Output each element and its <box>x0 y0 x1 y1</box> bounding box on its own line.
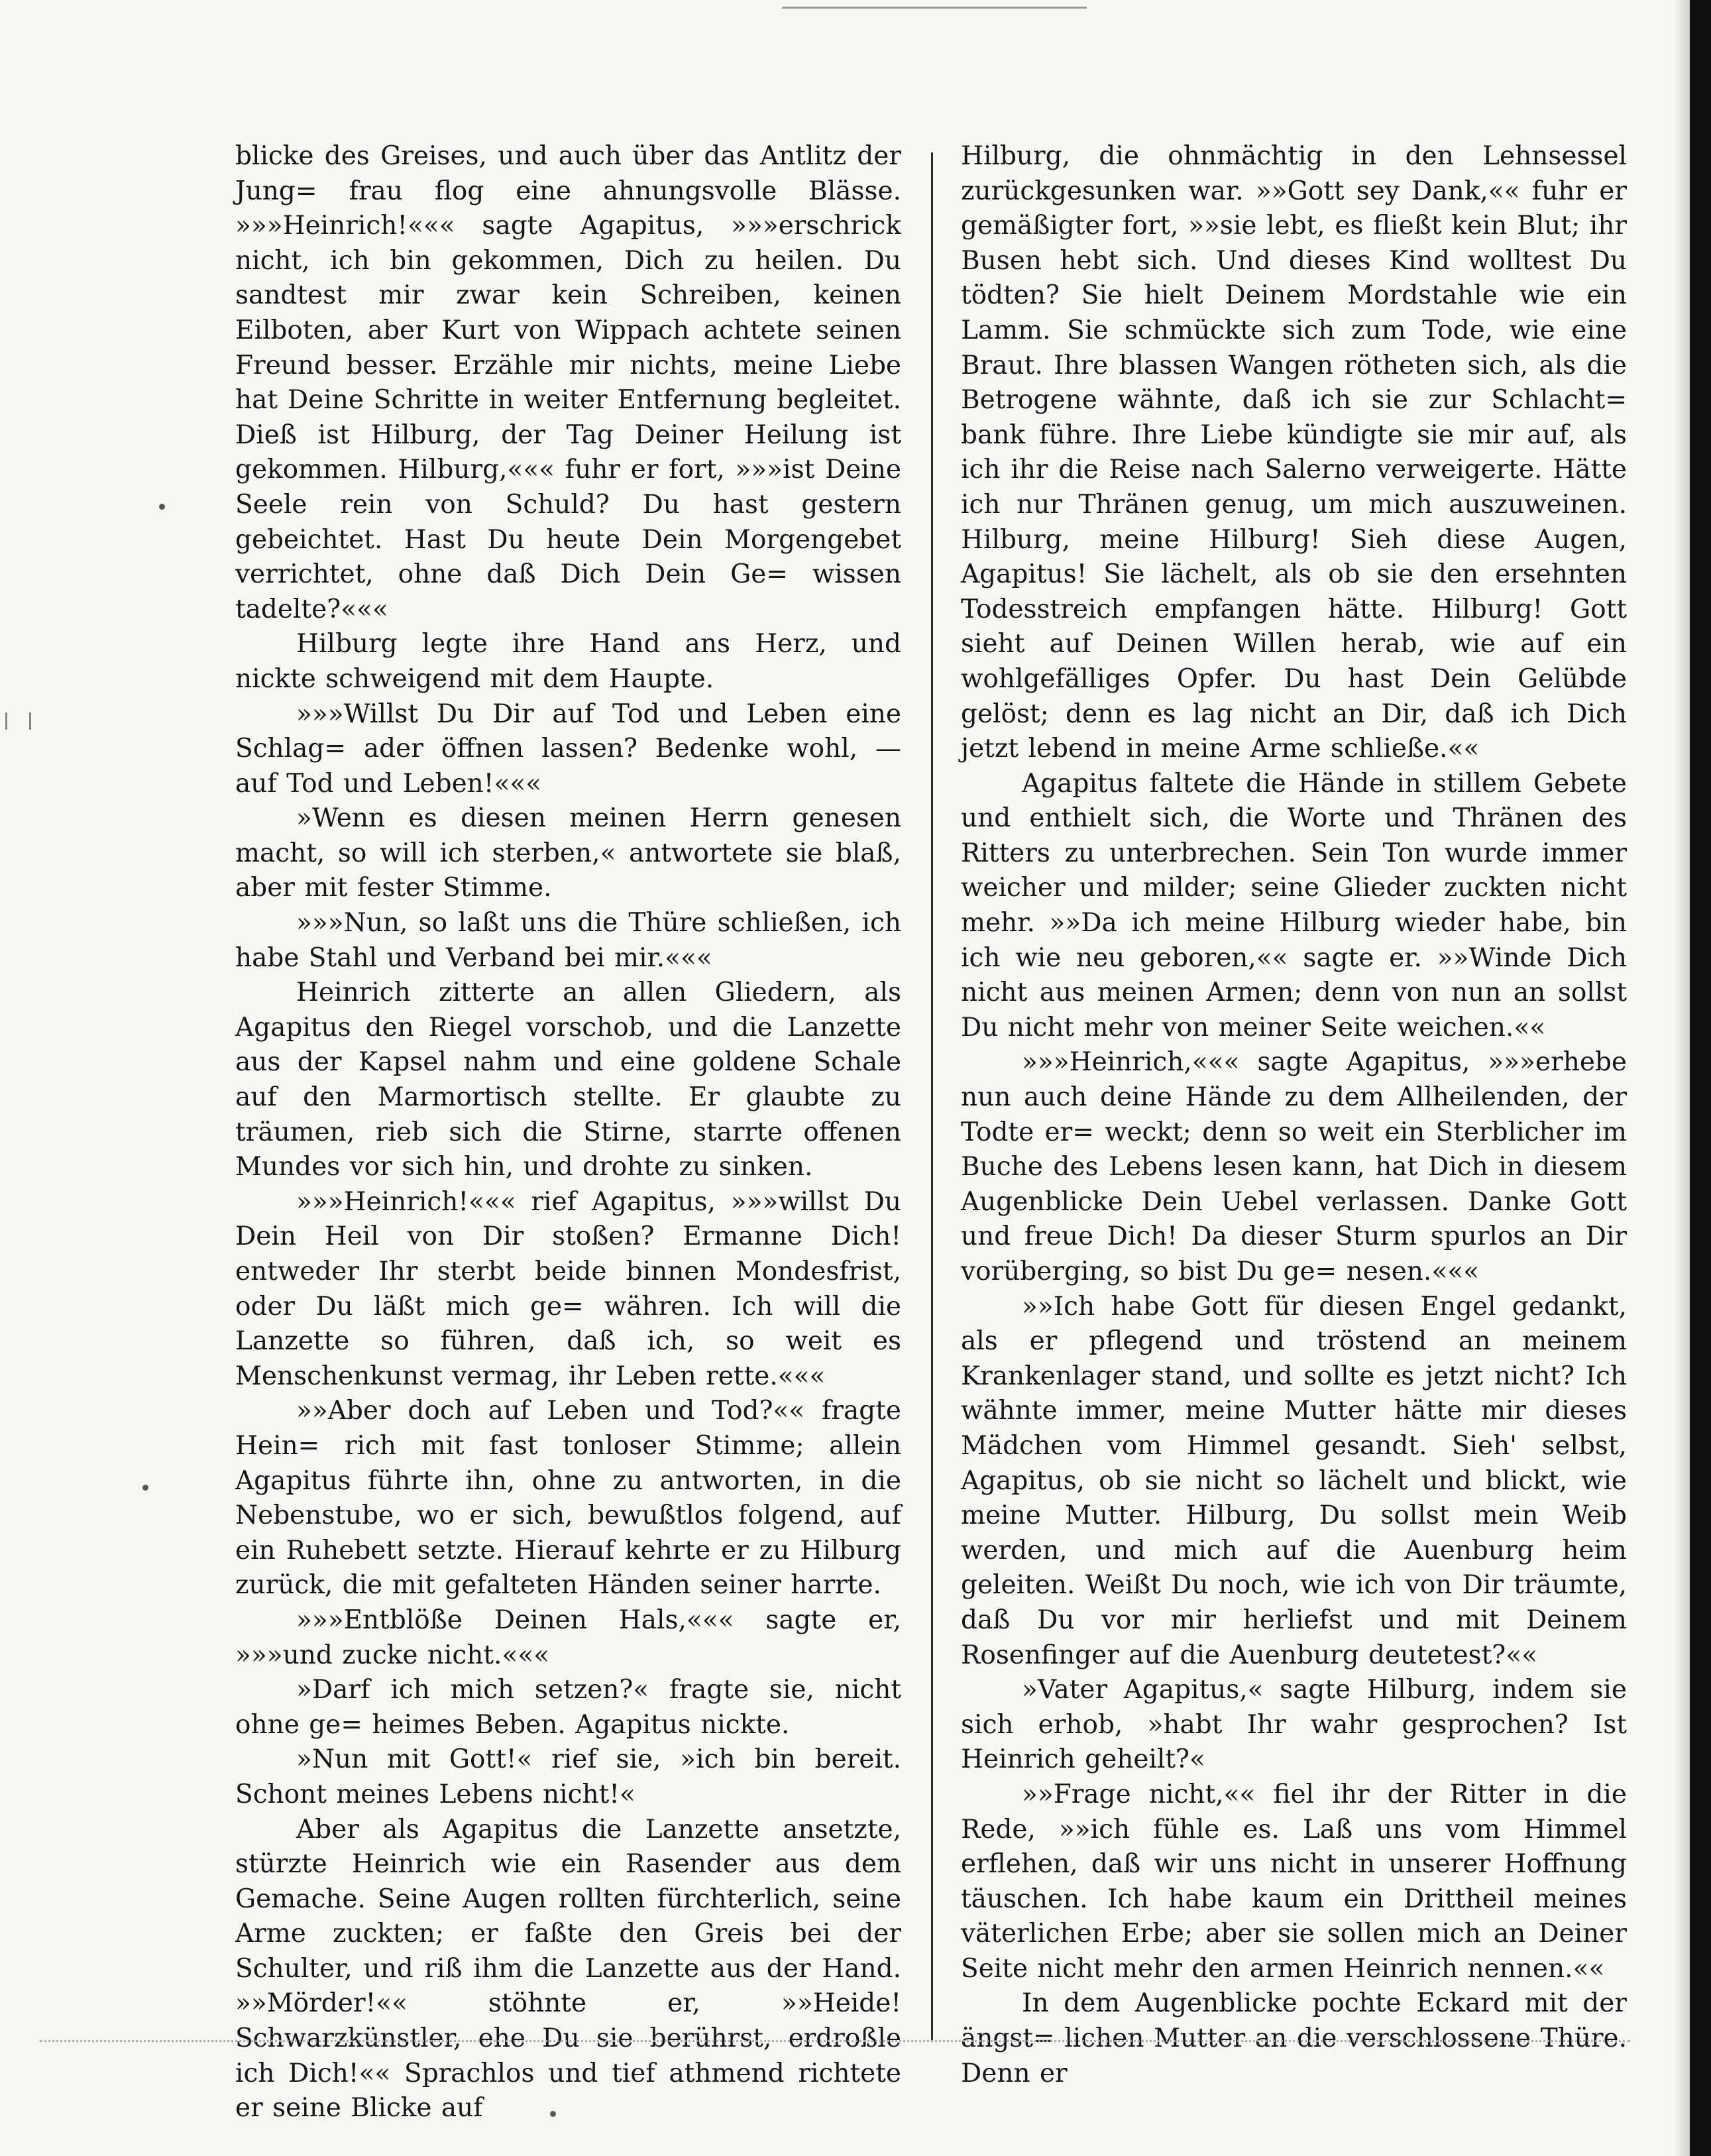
margin-mark <box>5 712 7 730</box>
scan-edge-shadow <box>1674 0 1690 2156</box>
paragraph: »»»Entblöße Deinen Hals,««« sagte er, »»»und zucke nicht.««« <box>235 1605 901 1670</box>
margin-mark <box>29 712 31 730</box>
book-page <box>235 139 1627 2124</box>
paragraph: »Wenn es diesen meinen Herrn genesen macht, so will ich sterben,« antwortete sie blaß, aber mit fester Stimme. <box>235 803 901 903</box>
scan-edge-right <box>1690 0 1711 2156</box>
left-text-column <box>235 139 901 2126</box>
scan-bottom-dots <box>40 2040 1630 2045</box>
paragraph: »Vater Agapitus,« sagte Hilburg, indem sie sich erhob, »habt Ihr wahr gesprochen? Ist Heinrich geheilt?« <box>961 1675 1627 1775</box>
paragraph: Hilburg, die ohnmächtig in den Lehnsessel zurückgesunken war. »»Gott sey Dank,«« fuhr er gemäßigter fort, »»sie lebt, es fließt kein Blut; ihr Busen hebt sich. Und dieses Kind wolltest Du tödten? Sie hielt Deinem Mordstahle wie ein Lamm. Sie schmückte sich zum Tode, wie eine Braut. Ihre blassen Wangen rötheten sich, als die Betrogene wähnte, daß ich sie zur Schlacht= bank führe. Ihre Liebe kündigte sie mir auf, als ich ihr die Reise nach Salerno verweigerte. Hätte ich nur Thränen genug, um mich auszuweinen. Hilburg, meine Hilburg! Sieh diese Augen, Agapitus! Sie lächelt, als ob sie den ersehnten Todesstreich empfangen hätte. Hilburg! Gott sieht auf Deinen Willen herab, wie auf ein wohlgefälliges Opfer. Du hast Dein Gelübde gelöst; denn es lag nicht an Dir, daß ich Dich jetzt lebend in meine Arme schließe.«« <box>961 141 1627 764</box>
paragraph: Agapitus faltete die Hände in stillem Gebete und enthielt sich, die Worte und Thränen des Ritters zu unterbrechen. Sein Ton wurde immer weicher und milder; seine Glieder zuckten nicht mehr. »»Da ich meine Hilburg wieder habe, bin ich wie neu geboren,«« sagte er. »»Winde Dich nicht aus meinen Armen; denn von nun an sollst Du nicht mehr von meiner Seite weichen.«« <box>961 768 1627 1043</box>
specks <box>550 2111 556 2117</box>
paragraph: »»»Heinrich,««« sagte Agapitus, »»»erhebe nun auch deine Hände zu dem Allheilenden, der Todte er= weckt; denn so weit ein Sterblicher im Buche des Lebens lesen kann, hat Dich in diesem Augenblicke Dein Uebel verlassen. Danke Gott und freue Dich! Da dieser Sturm spurlos an Dir vorüberging, so bist Du ge= nesen.««« <box>961 1047 1627 1286</box>
paragraph: blicke des Greises, und auch über das Antlitz der Jung= frau flog eine ahnungsvolle Blässe. »»»Heinrich!««« sagte Agapitus, »»»erschrick nicht, ich bin gekommen, Dich zu heilen. Du sandtest mir zwar kein Schreiben, keinen Eilboten, aber Kurt von Wippach achtete seinen Freund besser. Erzähle mir nichts, meine Liebe hat Deine Schritte in weiter Entfernung begleitet. Dieß ist Hilburg, der Tag Deiner Heilung ist gekommen. Hilburg,««« fuhr er fort, »»»ist Deine Seele rein von Schuld? Du hast gestern gebeichtet. Hast Du heute Dein Morgengebet verrichtet, ohne daß Dich Dein Ge= wissen tadelte?««« <box>235 141 901 624</box>
paragraph: »»»Heinrich!««« rief Agapitus, »»»willst Du Dein Heil von Dir stoßen? Ermanne Dich! entweder Ihr sterbt beide binnen Mondesfrist, oder Du läßt mich ge= währen. Ich will die Lanzette so führen, daß ich, so weit es Menschenkunst vermag, ihr Leben rette.««« <box>235 1186 901 1391</box>
scan-top-rule <box>782 7 1087 9</box>
specks <box>159 504 165 510</box>
paragraph: »»Frage nicht,«« fiel ihr der Ritter in die Rede, »»ich fühle es. Laß uns vom Himmel erflehen, daß wir uns nicht in unserer Hoffnung täuschen. Ich habe kaum ein Drittheil meines väterlichen Erbe; aber sie sollen mich an Deiner Seite nicht mehr den armen Heinrich nennen.«« <box>961 1779 1627 1984</box>
paragraph: Aber als Agapitus die Lanzette ansetzte, stürzte Heinrich wie ein Rasender aus dem Gemache. Seine Augen rollten fürchterlich, seine Arme zuckten; er faßte den Greis bei der Schulter, und riß ihm die Lanzette aus der Hand. »»Mörder!«« stöhnte er, »»Heide! Schwarzkünstler, ehe Du sie berührst, erdroßle ich Dich!«« Sprachlos und tief athmend richtete er seine Blicke auf <box>235 1814 901 2124</box>
specks <box>142 1485 148 1491</box>
paragraph: »»Ich habe Gott für diesen Engel gedankt, als er pflegend und tröstend an meinem Krankenlager stand, und sollte es jetzt nicht? Ich wähnte immer, meine Mutter hätte mir dieses Mädchen vom Himmel gesandt. Sieh' selbst, Agapitus, ob sie nicht so lächelt und blickt, wie meine Mutter. Hilburg, Du sollst mein Weib werden, und mich auf die Auenburg heim geleiten. Weißt Du noch, wie ich von Dir träumte, daß Du vor mir herliefst und mit Deinem Rosenfinger auf die Auenburg deutetest?«« <box>961 1291 1627 1670</box>
paragraph: »»»Nun, so laßt uns die Thüre schließen, ich habe Stahl und Verband bei mir.««« <box>235 908 901 973</box>
right-text-column <box>961 139 1627 2091</box>
paragraph: Hilburg legte ihre Hand ans Herz, und nickte schweigend mit dem Haupte. <box>235 629 901 694</box>
paragraph: »Darf ich mich setzen?« fragte sie, nicht ohne ge= heimes Beben. Agapitus nickte. <box>235 1675 901 1740</box>
paragraph: Heinrich zitterte an allen Gliedern, als Agapitus den Riegel vorschob, und die Lanzette aus der Kapsel nahm und eine goldene Schale auf den Marmortisch stellte. Er glaubte zu träumen, rieb sich die Stirne, starrte offenen Mundes vor sich hin, und drohte zu sinken. <box>235 978 901 1182</box>
paragraph: In dem Augenblicke pochte Eckard mit der ängst= lichen Mutter an die verschlossene Thüre. Denn er <box>961 1988 1627 2088</box>
paragraph: »»»Willst Du Dir auf Tod und Leben eine Schlag= ader öffnen lassen? Bedenke wohl, — auf Tod und Leben!««« <box>235 699 901 799</box>
paragraph: »»Aber doch auf Leben und Tod?«« fragte Hein= rich mit fast tonloser Stimme; allein Agapitus führte ihn, ohne zu antworten, in die Nebenstube, wo er sich, bewußtlos folgend, auf ein Ruhebett setzte. Hierauf kehrte er zu Hilburg zurück, die mit gefalteten Händen seiner harrte. <box>235 1396 901 1601</box>
paragraph: »Nun mit Gott!« rief sie, »ich bin bereit. Schont meines Lebens nicht!« <box>235 1744 901 1809</box>
column-divider <box>931 152 933 2041</box>
